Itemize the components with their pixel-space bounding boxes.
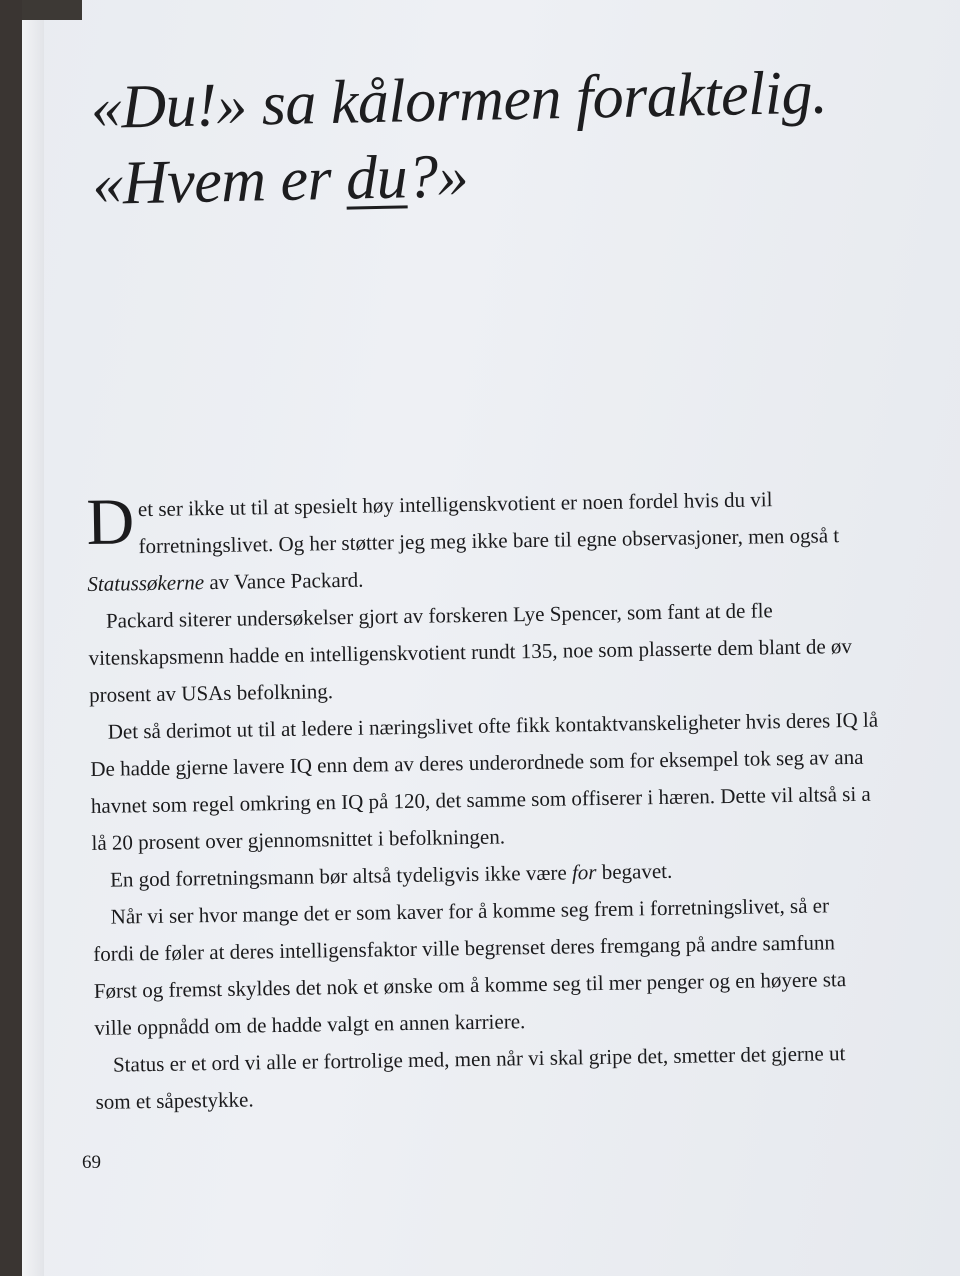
text-line: De hadde gjerne lavere IQ enn dem av deres underordnede som for eksempel tok seg av ana [90,744,864,781]
title-line-2-end: ?» [406,142,469,212]
page-number: 69 [82,1152,101,1173]
title-line-1: «Du!» sa kålormen foraktelig. [90,58,828,142]
text-line: et ser ikke ut til at spesielt høy intelligenskvotient er noen fordel hvis du vil [137,487,773,522]
text-line: Status er et ord vi alle er fortrolige med, men når vi skal gripe det, smetter det gjerne ut [112,1041,846,1077]
title-line-2-start: «Hvem er [91,144,347,218]
text-segment: av Vance Packard. [203,567,364,595]
text-line: som et såpestykke. [95,1087,254,1114]
text-line: fordi de føler at deres intelligensfaktor ville begrenset deres fremgang på andre samfunn [93,930,836,966]
page-binding-edge [22,0,44,1276]
text-line: Det så derimot ut til at ledere i næringslivet ofte fikk kontaktvanskeligheter hvis deres IQ lå [107,707,879,744]
paragraph-5 [92,885,960,1047]
chapter-title [90,52,953,222]
paragraph-6 [95,1033,960,1121]
text-line: Packard siterer undersøkelser gjort av forskeren Lye Spencer, som fant at de fle [105,598,773,633]
paragraph-3 [89,700,960,862]
paragraph-1 [86,478,960,603]
text-line: ville oppnådd om de hadde valgt en annen karriere. [94,1009,526,1040]
text-line: vitenskapsmenn hadde en intelligenskvotient rundt 135, noe som plasserte dem blant de øv [88,633,853,670]
text-segment: En god forretningsmann bør altså tydeligvis ikke være [109,860,573,892]
drop-cap: D [85,485,135,559]
text-line: lå 20 prosent over gjennomsnittet i befolkningen. [91,824,506,855]
book-page [22,0,960,1276]
text-line: havnet som regel omkring en IQ på 120, det samme som offiserer i hæren. Dette vil altså si a [90,781,871,818]
text-segment: begavet. [596,858,673,885]
text-line: Først og fremst skyldes det nok et ønske om å komme seg til mer penger og en høyere sta [93,967,847,1003]
text-line: Når vi ser hvor mange det er som kaver for å komme seg frem i forretningslivet, så er [110,893,830,929]
body-text [86,478,960,1121]
background-shadow [22,0,82,20]
text-line: forretningslivet. Og her støtter jeg meg ikke bare til egne observasjoner, men også t [138,523,840,559]
emphasis-word: for [571,860,597,885]
title-emphasis: du [345,143,408,213]
book-title: Statussøkerne [87,570,205,596]
text-line: prosent av USAs befolkning. [89,679,334,707]
paragraph-2 [88,589,960,714]
